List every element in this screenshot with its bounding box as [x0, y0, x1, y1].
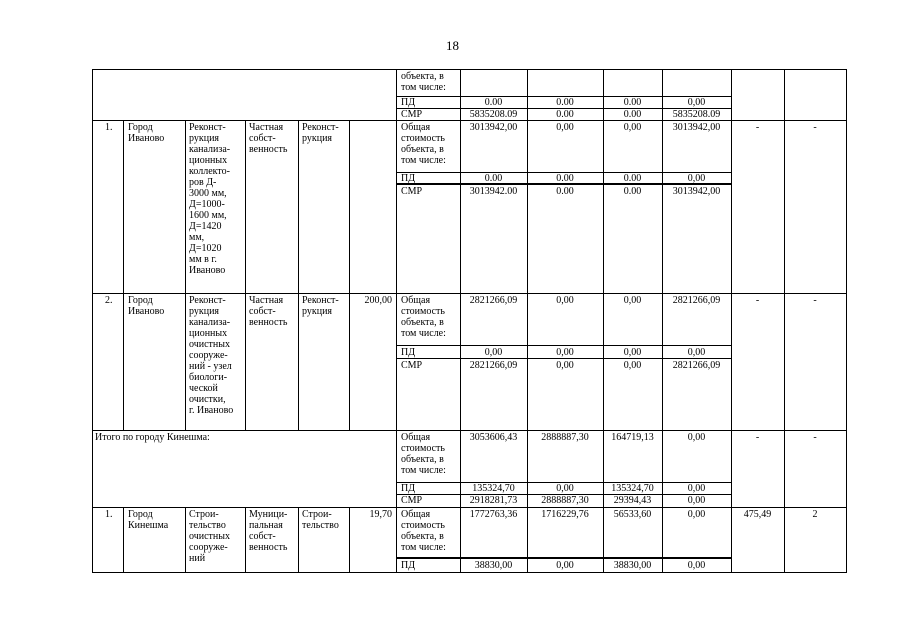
cell-value: 164719,13	[611, 432, 654, 443]
object-cell: Реконст- рукция канализа- ционных коллекто- ров Д- 3000 мм, Д=1000- 1600 мм, Д=1420 мм, Д=1020 мм в г. Иваново	[189, 122, 231, 276]
cell-value: -	[755, 122, 760, 133]
cell-value: 0,00	[623, 360, 642, 371]
table-border-right	[846, 69, 847, 573]
cell-value: 0,00	[556, 122, 574, 133]
cell-value: 475,49	[743, 509, 772, 520]
cell-label: СМР	[401, 360, 423, 371]
object-cell: Реконст- рукция канализа- ционных очистных сооруже- ний - узел биологи- ческой очистки, г. Иваново	[189, 295, 234, 416]
cell-value: 0.00	[623, 186, 642, 197]
cell-value: 0.00	[556, 173, 574, 184]
capacity-cell: 19,70	[369, 509, 392, 520]
subtotal-label: Итого по городу Кинешма:	[95, 432, 210, 443]
page-number: 18	[446, 38, 459, 53]
cell-value: 0,00	[687, 509, 706, 520]
row-line	[92, 293, 847, 294]
city-cell: Город Кинешма	[128, 509, 169, 531]
object-cell: Строи- тельство очистных сооруже- ний	[189, 509, 231, 564]
cell-value: 2918281,73	[469, 495, 518, 506]
table-border-top	[92, 69, 847, 70]
cell-value: 0,00	[623, 347, 642, 358]
cell-value: 2821266,09	[672, 360, 721, 371]
cell-value: 0,00	[556, 560, 574, 571]
col-line	[396, 69, 397, 573]
row-line	[92, 120, 847, 121]
capacity-cell: 200,00	[364, 295, 392, 306]
cell-value: 3013942,00	[469, 122, 518, 133]
cell-value: 135324,70	[611, 483, 654, 494]
work-type-cell: Реконст- рукция	[302, 295, 339, 317]
cell-value: -	[813, 432, 817, 443]
cell-value: 5835208.09	[469, 109, 518, 120]
col-line	[245, 120, 246, 430]
cell-value: 0.00	[556, 97, 574, 108]
cell-label: объекта, в том числе:	[401, 71, 446, 93]
cell-label: Общая стоимость объекта, в том числе:	[401, 295, 446, 339]
cell-value: 0,00	[687, 483, 706, 494]
cell-value: 0,00	[556, 295, 574, 306]
city-cell: Город Иваново	[128, 295, 165, 317]
cell-value: 1772763,36	[469, 509, 518, 520]
cell-value: 38830,00	[474, 560, 513, 571]
row-line	[396, 358, 731, 359]
cell-value: -	[813, 295, 817, 306]
cell-value: 0.00	[623, 97, 642, 108]
row-number: 1.	[105, 509, 113, 520]
cell-value: 0,00	[556, 483, 574, 494]
ownership-cell: Частная собст- венность	[249, 295, 288, 328]
cell-value: 0,00	[687, 97, 706, 108]
cell-value: 135324,70	[472, 483, 515, 494]
row-line	[396, 557, 731, 559]
cell-value: 0,00	[623, 295, 642, 306]
cell-value: 0,00	[687, 495, 706, 506]
cell-value: 0.00	[623, 173, 642, 184]
table-border-bottom	[92, 572, 847, 573]
cell-value: 2821266,09	[672, 295, 721, 306]
cell-value: 3013942,00	[672, 122, 721, 133]
col-line	[123, 507, 124, 573]
col-line	[298, 120, 299, 430]
cell-value: 1716229,76	[541, 509, 589, 520]
row-number: 1.	[105, 122, 113, 133]
cell-label: Общая стоимость объекта, в том числе:	[401, 509, 446, 553]
col-line	[185, 507, 186, 573]
cell-value: 0.00	[623, 109, 642, 120]
cell-value: 0.00	[484, 97, 503, 108]
cell-label: ПД	[401, 173, 416, 184]
cell-value: 0.00	[556, 186, 574, 197]
cell-value: 2821266,09	[469, 295, 518, 306]
cell-label: Общая стоимость объекта, в том числе:	[401, 122, 446, 166]
city-cell: Город Иваново	[128, 122, 165, 144]
table-border-left	[92, 69, 93, 573]
cell-label: Общая стоимость объекта, в том числе:	[401, 432, 446, 476]
cell-label: СМР	[401, 186, 423, 197]
cell-value: 0,00	[687, 432, 706, 443]
cell-value: 3053606,43	[469, 432, 518, 443]
cell-value: 29394,43	[613, 495, 652, 506]
cell-value: 0,00	[687, 173, 706, 184]
col-line	[731, 69, 732, 573]
cell-value: 0,00	[484, 347, 503, 358]
cell-value: -	[813, 122, 817, 133]
row-line	[92, 430, 847, 431]
cell-value: 0.00	[484, 173, 503, 184]
cell-value: -	[755, 432, 760, 443]
cell-value: 0.00	[556, 109, 574, 120]
cell-label: ПД	[401, 347, 416, 358]
cell-value: 3013942.00	[469, 186, 518, 197]
cell-value: 2888887,30	[541, 495, 589, 506]
cell-value: 38830,00	[613, 560, 652, 571]
cell-value: 0,00	[623, 122, 642, 133]
cell-value: 2821266,09	[469, 360, 518, 371]
cell-value: 0,00	[687, 560, 706, 571]
cell-value: 0,00	[556, 347, 574, 358]
col-line	[349, 120, 350, 430]
col-line	[185, 120, 186, 430]
cell-value: 2888887,30	[541, 432, 589, 443]
col-line	[784, 69, 785, 573]
cell-value: 5835208.09	[672, 109, 721, 120]
ownership-cell: Частная собст- венность	[249, 122, 288, 155]
cell-value: -	[755, 295, 760, 306]
cell-value: 56533,60	[613, 509, 652, 520]
row-line	[92, 507, 847, 508]
cell-label: ПД	[401, 97, 416, 108]
cell-value: 0,00	[687, 347, 706, 358]
row-line	[396, 345, 731, 346]
col-line	[123, 120, 124, 430]
row-number: 2.	[105, 295, 113, 306]
cell-label: ПД	[401, 560, 416, 571]
cell-value: 2	[812, 509, 818, 520]
cell-label: СМР	[401, 495, 423, 506]
col-line	[298, 507, 299, 573]
cell-value: 0,00	[556, 360, 574, 371]
work-type-cell: Реконст- рукция	[302, 122, 339, 144]
col-line	[245, 507, 246, 573]
cell-label: СМР	[401, 109, 423, 120]
cell-label: ПД	[401, 483, 416, 494]
work-type-cell: Строи- тельство	[302, 509, 339, 531]
cell-value: 3013942,00	[672, 186, 721, 197]
ownership-cell: Муници- пальная собст- венность	[249, 509, 288, 553]
